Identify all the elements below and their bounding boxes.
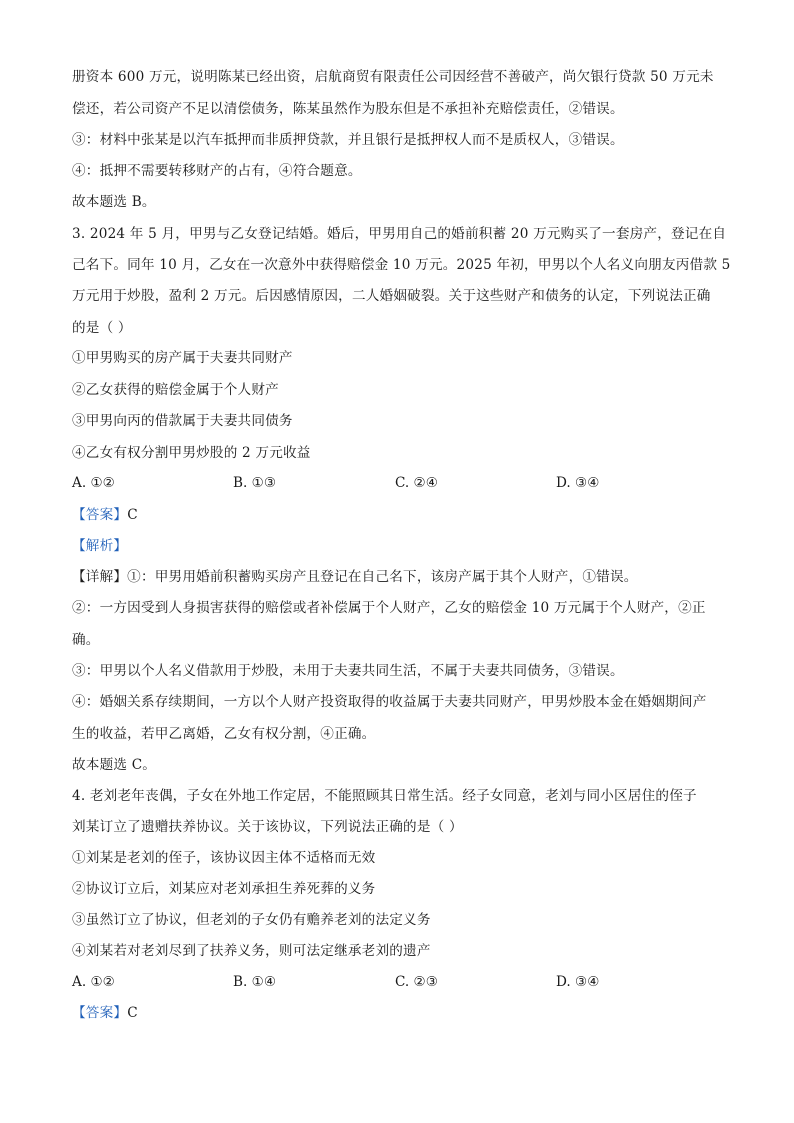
text-line: 册资本 600 万元，说明陈某已经出资，启航商贸有限责任公司因经营不善破产，尚欠银行贷款 50 万元未 xyxy=(72,69,714,85)
option-d: D. ③④ xyxy=(556,475,600,491)
option-c: C. ②④ xyxy=(395,475,438,491)
explanation-line: ②：一方因受到人身损害获得的赔偿或者补偿属于个人财产，乙女的赔偿金 10 万元属于个人财产，②正 xyxy=(72,600,706,616)
option-b: B. ①④ xyxy=(233,974,277,990)
option-d: D. ③④ xyxy=(556,974,600,990)
statement-item: ③虽然订立了协议，但老刘的子女仍有赡养老刘的法定义务 xyxy=(72,912,431,928)
answer-line xyxy=(72,505,138,525)
explanation-line: 确。 xyxy=(72,632,100,648)
text-line: 故本题选 B。 xyxy=(72,194,156,210)
option-a: A. ①② xyxy=(72,974,115,990)
answer-value: C xyxy=(127,1005,138,1021)
statement-item: ②协议订立后，刘某应对老刘承担生养死葬的义务 xyxy=(72,881,376,897)
explanation-line: ④：婚姻关系存续期间，一方以个人财产投资取得的收益属于夫妻共同财产，甲男炒股本金在婚姻期间产 xyxy=(72,694,707,710)
analysis-label xyxy=(72,536,127,556)
explanation-line: 故本题选 C。 xyxy=(72,757,157,773)
statement-item: ④乙女有权分割甲男炒股的 2 万元收益 xyxy=(72,445,311,461)
explanation-line: 生的收益，若甲乙离婚，乙女有权分割，④正确。 xyxy=(72,726,376,742)
statement-item: ①甲男购买的房产属于夫妻共同财产 xyxy=(72,350,293,366)
answer-value: C xyxy=(127,507,138,523)
question-4-stem: 刘某订立了遗赠扶养协议。关于该协议，下列说法正确的是（ ） xyxy=(72,819,463,835)
statement-item: ②乙女获得的赔偿金属于个人财产 xyxy=(72,382,279,398)
question-3-stem: 己名下。同年 10 月，乙女在一次意外中获得赔偿金 10 万元。2025 年初，甲男以个人名义向朋友丙借款 5 xyxy=(72,257,731,273)
answer-label: 【答案】 xyxy=(72,507,128,523)
answer-line xyxy=(72,1003,138,1023)
question-3-stem: 3. 2024 年 5 月，甲男与乙女登记结婚。婚后，甲男用自己的婚前积蓄 20 万元购买了一套房产，登记在自 xyxy=(72,226,727,242)
text-line: 偿还，若公司资产不足以清偿债务，陈某虽然作为股东但是不承担补充赔偿责任，②错误。 xyxy=(72,101,624,117)
explanation-line: 【详解】①：甲男用婚前积蓄购买房产且登记在自己名下，该房产属于其个人财产，①错误。 xyxy=(72,569,638,585)
question-4-stem: 4. 老刘老年丧偶，子女在外地工作定居，不能照顾其日常生活。经子女同意，老刘与同小区居住的侄子 xyxy=(72,788,697,804)
question-3-stem: 的是（ ） xyxy=(72,320,132,336)
statement-item: ③甲男向丙的借款属于夫妻共同债务 xyxy=(72,413,293,429)
option-c: C. ②③ xyxy=(395,974,438,990)
answer-label: 【答案】 xyxy=(72,1005,128,1021)
text-line: ③：材料中张某是以汽车抵押而非质押贷款，并且银行是抵押权人而不是质权人，③错误。 xyxy=(72,132,624,148)
option-b: B. ①③ xyxy=(233,475,277,491)
text-line: ④：抵押不需要转移财产的占有，④符合题意。 xyxy=(72,163,362,179)
statement-item: ④刘某若对老刘尽到了扶养义务，则可法定继承老刘的遗产 xyxy=(72,943,431,959)
explanation-line: ③：甲男以个人名义借款用于炒股，未用于夫妻共同生活，不属于夫妻共同债务，③错误。 xyxy=(72,663,624,679)
analysis-heading: 【解析】 xyxy=(72,538,128,554)
option-a: A. ①② xyxy=(72,475,115,491)
statement-item: ①刘某是老刘的侄子，该协议因主体不适格而无效 xyxy=(72,850,376,866)
question-3-stem: 万元用于炒股，盈利 2 万元。后因感情原因，二人婚姻破裂。关于这些财产和债务的认定，下列说法正确 xyxy=(72,288,711,304)
